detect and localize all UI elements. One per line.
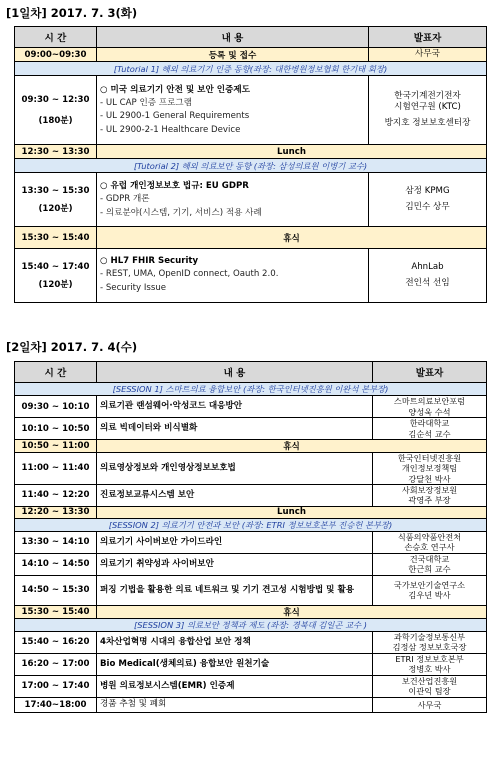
- content-cell: 병원 의료정보시스템(EMR) 인증제: [97, 675, 373, 697]
- talk-row: [15, 631, 487, 653]
- speaker-cell: [369, 76, 487, 145]
- speaker-cell: [373, 484, 487, 506]
- time-range: 15:40 ~ 17:40: [21, 261, 90, 272]
- time-cell: 10:10 ~ 10:50: [15, 418, 97, 440]
- time-cell: 11:40 ~ 12:20: [15, 484, 97, 506]
- break-row: [15, 440, 487, 453]
- time-cell: 13:30 ~ 14:10: [15, 531, 97, 553]
- speaker-name: 곽영주 부장: [408, 495, 451, 506]
- session-row: [15, 383, 487, 396]
- session-row: [15, 62, 487, 76]
- bullet-icon: ○: [100, 181, 111, 192]
- registration-row: [15, 48, 487, 62]
- day2-schedule-table: [14, 361, 487, 713]
- duration: (180분): [38, 115, 73, 126]
- talk-row: [15, 418, 487, 440]
- talk-row: [15, 173, 487, 227]
- session-title: [Tutorial 2] 해외 의료보안 동향 (좌장: 삼성의료원 이병기 교수): [15, 159, 487, 173]
- table-header-row: [15, 362, 487, 383]
- content-cell: 의료기기 사이버보안 가이드라인: [97, 531, 373, 553]
- content-cell: [97, 249, 369, 303]
- talk-items: [100, 193, 365, 220]
- speaker-org: 국가보안기술연구소: [393, 580, 466, 590]
- talk-title: [100, 83, 365, 95]
- speaker-name: 정병호 박사: [408, 664, 451, 675]
- speaker-org: 보건산업진흥원: [401, 676, 458, 686]
- list-item: - REST, UMA, OpenID connect, Oauth 2.0.: [100, 268, 365, 281]
- speaker-cell: [373, 531, 487, 553]
- list-item: - UL 2900-1 General Requirements: [100, 110, 365, 123]
- talk-items: [100, 268, 365, 295]
- time-cell: 09:30 ~ 10:10: [15, 396, 97, 418]
- list-item: - Security Issue: [100, 282, 365, 295]
- talk-row: [15, 76, 487, 145]
- talk-row: [15, 249, 487, 303]
- talk-row: [15, 553, 487, 575]
- speaker-org: 식품의약품안전처: [397, 532, 462, 542]
- speaker-cell: [373, 697, 487, 712]
- time-cell: 15:40 ~ 16:20: [15, 631, 97, 653]
- bullet-icon: ○: [100, 256, 111, 267]
- talk-row: [15, 453, 487, 485]
- session-row: [15, 618, 487, 631]
- speaker-name: 김정삼 정보보호국장: [392, 642, 467, 653]
- list-item: - GDPR 개론: [100, 193, 365, 206]
- speaker-name: 강달천 박사: [408, 473, 451, 484]
- speaker-name: 양성욱 수석: [408, 406, 451, 417]
- speaker-name: 김우년 박사: [408, 590, 451, 601]
- time-cell: 14:10 ~ 14:50: [15, 553, 97, 575]
- speaker-org: 한국기계전기전자: [394, 90, 461, 101]
- day1-title: [1일차] 2017. 7. 3(화): [6, 6, 138, 20]
- content-cell: 의료 빅데이터와 비식별화: [97, 418, 373, 440]
- session-title: [SESSION 2] 의료기기 안전과 보안 (좌장: ETRI 정보보호본부 진승헌 본부장): [15, 518, 487, 531]
- speaker-cell: [373, 453, 487, 485]
- speaker-org: AhnLab: [411, 262, 444, 273]
- header-speaker: 발표자: [369, 27, 487, 48]
- talk-row: [15, 575, 487, 605]
- time-cell: [15, 173, 97, 227]
- speaker-org: 사회보장정보원: [401, 485, 458, 495]
- speaker-org: 시험연구원 (KTC): [394, 101, 461, 112]
- speaker-cell: [373, 631, 487, 653]
- speaker-cell: [373, 575, 487, 605]
- time-cell: 15:30 ~ 15:40: [15, 605, 97, 618]
- time-cell: 15:30 ~ 15:40: [15, 227, 97, 249]
- speaker-name: 김민수 상무: [405, 202, 450, 212]
- list-item: - UL 2900-2-1 Healthcare Device: [100, 124, 365, 137]
- time-cell: 12:20 ~ 13:30: [15, 506, 97, 518]
- content-cell: 경품 추첨 및 폐회: [97, 697, 373, 712]
- session-row: [15, 159, 487, 173]
- speaker-org: 스마트의료보안포럼: [393, 396, 466, 407]
- time-cell: 14:50 ~ 15:30: [15, 575, 97, 605]
- talk-row: [15, 396, 487, 418]
- content-cell: 의료기관 랜섬웨어·악성코드 대응방안: [97, 396, 373, 418]
- speaker-cell: [373, 675, 487, 697]
- talk-row: [15, 531, 487, 553]
- lunch-row: [15, 145, 487, 159]
- speaker-cell: [369, 249, 487, 303]
- duration: (120분): [38, 279, 73, 290]
- time-cell: 16:20 ~ 17:00: [15, 653, 97, 675]
- session-title: [SESSION 3] 의료보안 정책과 제도 (좌장: 경북대 김일곤 교수 ): [15, 618, 487, 631]
- content-cell: 등록 및 접수: [97, 48, 369, 62]
- speaker-name: 손승호 연구사: [404, 542, 455, 553]
- table-header-row: [15, 27, 487, 48]
- header-speaker: 발표자: [373, 362, 487, 383]
- content-cell: Lunch: [97, 506, 487, 518]
- session-title: [SESSION 1] 스마트의료 융합보안 (좌장: 한국인터넷진흥원 이완석 본부장): [15, 383, 487, 396]
- speaker-cell: [373, 396, 487, 418]
- speaker-org: 건국대학교: [409, 554, 450, 564]
- header-time: 시 간: [15, 27, 97, 48]
- header-time: 시 간: [15, 362, 97, 383]
- talk-row: [15, 697, 487, 712]
- content-cell: 진료정보교류시스템 보안: [97, 484, 373, 506]
- day1-schedule-table: [14, 26, 487, 303]
- content-cell: [97, 76, 369, 145]
- time-cell: [15, 249, 97, 303]
- speaker-org: 한국인터넷진흥원: [397, 453, 462, 463]
- speaker-name: 한근희 교수: [408, 564, 451, 575]
- talk-row: [15, 653, 487, 675]
- talk-title-text: 미국 의료기기 안전 및 보안 인증제도: [110, 85, 250, 96]
- speaker-org: 과학기술정보통신부: [393, 632, 466, 642]
- time-cell: 17:00 ~ 17:40: [15, 675, 97, 697]
- session-row: [15, 518, 487, 531]
- day2-rows: [15, 383, 487, 713]
- speaker-org: 삼정 KPMG: [405, 186, 450, 197]
- break-row: [15, 227, 487, 249]
- speaker-org: 개인정보정책팀: [401, 463, 458, 474]
- duration: (120분): [38, 203, 73, 214]
- content-cell: 휴식: [97, 605, 487, 618]
- speaker-cell: [373, 653, 487, 675]
- speaker-cell: [373, 418, 487, 440]
- content-cell: Bio Medical(생체의료) 융합보안 원천기술: [97, 653, 373, 675]
- speaker-org: 사무국: [417, 699, 442, 710]
- speaker-cell: 사무국: [369, 48, 487, 62]
- talk-items: [100, 97, 365, 137]
- time-cell: 17:40~18:00: [15, 697, 97, 712]
- talk-title: [100, 179, 365, 191]
- time-range: 13:30 ~ 15:30: [21, 185, 90, 196]
- talk-row: [15, 675, 487, 697]
- content-cell: 휴식: [97, 440, 487, 453]
- time-range: 09:30 ~ 12:30: [21, 94, 90, 105]
- content-cell: 의료영상정보와 개인영상정보보호법: [97, 453, 373, 485]
- speaker-org: ETRI 정보보호본부: [395, 654, 464, 664]
- content-cell: [97, 173, 369, 227]
- talk-title-text: 유럽 개인정보보호 법규: EU GDPR: [110, 181, 249, 192]
- time-cell: 10:50 ~ 11:00: [15, 440, 97, 453]
- content-cell: 4차산업혁명 시대의 융합산업 보안 정책: [97, 631, 373, 653]
- content-cell: 휴식: [97, 227, 487, 249]
- speaker-org: 한라대학교: [409, 418, 450, 429]
- list-item: - 의료분야(시스템, 기기, 서비스) 적용 사례: [100, 207, 365, 220]
- time-cell: 11:00 ~ 11:40: [15, 453, 97, 485]
- talk-row: [15, 484, 487, 506]
- content-cell: 퍼징 기법을 활용한 의료 네트워크 및 기기 견고성 시험방법 및 활용: [97, 575, 373, 605]
- content-cell: Lunch: [97, 145, 487, 159]
- talk-title-text: HL7 FHIR Security: [110, 256, 199, 267]
- speaker-cell: [373, 553, 487, 575]
- header-content: 내 용: [97, 27, 369, 48]
- day2-title: [2일차] 2017. 7. 4(수): [6, 340, 138, 354]
- speaker-name: 전인석 선임: [405, 278, 450, 288]
- time-cell: 12:30 ~ 13:30: [15, 145, 97, 159]
- speaker-cell: [369, 173, 487, 227]
- speaker-name: 김순석 교수: [408, 428, 451, 439]
- break-row: [15, 506, 487, 518]
- header-content: 내 용: [97, 362, 373, 383]
- content-cell: 의료기기 취약성과 사이버보안: [97, 553, 373, 575]
- list-item: - UL CAP 인증 프로그램: [100, 97, 365, 110]
- time-cell: 09:00~09:30: [15, 48, 97, 62]
- time-cell: [15, 76, 97, 145]
- speaker-name: 이관익 팀장: [408, 686, 451, 697]
- session-title: [Tutorial 1] 해외 의료기기 인증 동향(좌장: 대한병원정보협회 한기태 회장): [15, 62, 487, 76]
- break-row: [15, 605, 487, 618]
- bullet-icon: ○: [100, 85, 111, 96]
- talk-title: [100, 256, 365, 266]
- speaker-name: 방지호 정보보호센터장: [384, 118, 471, 129]
